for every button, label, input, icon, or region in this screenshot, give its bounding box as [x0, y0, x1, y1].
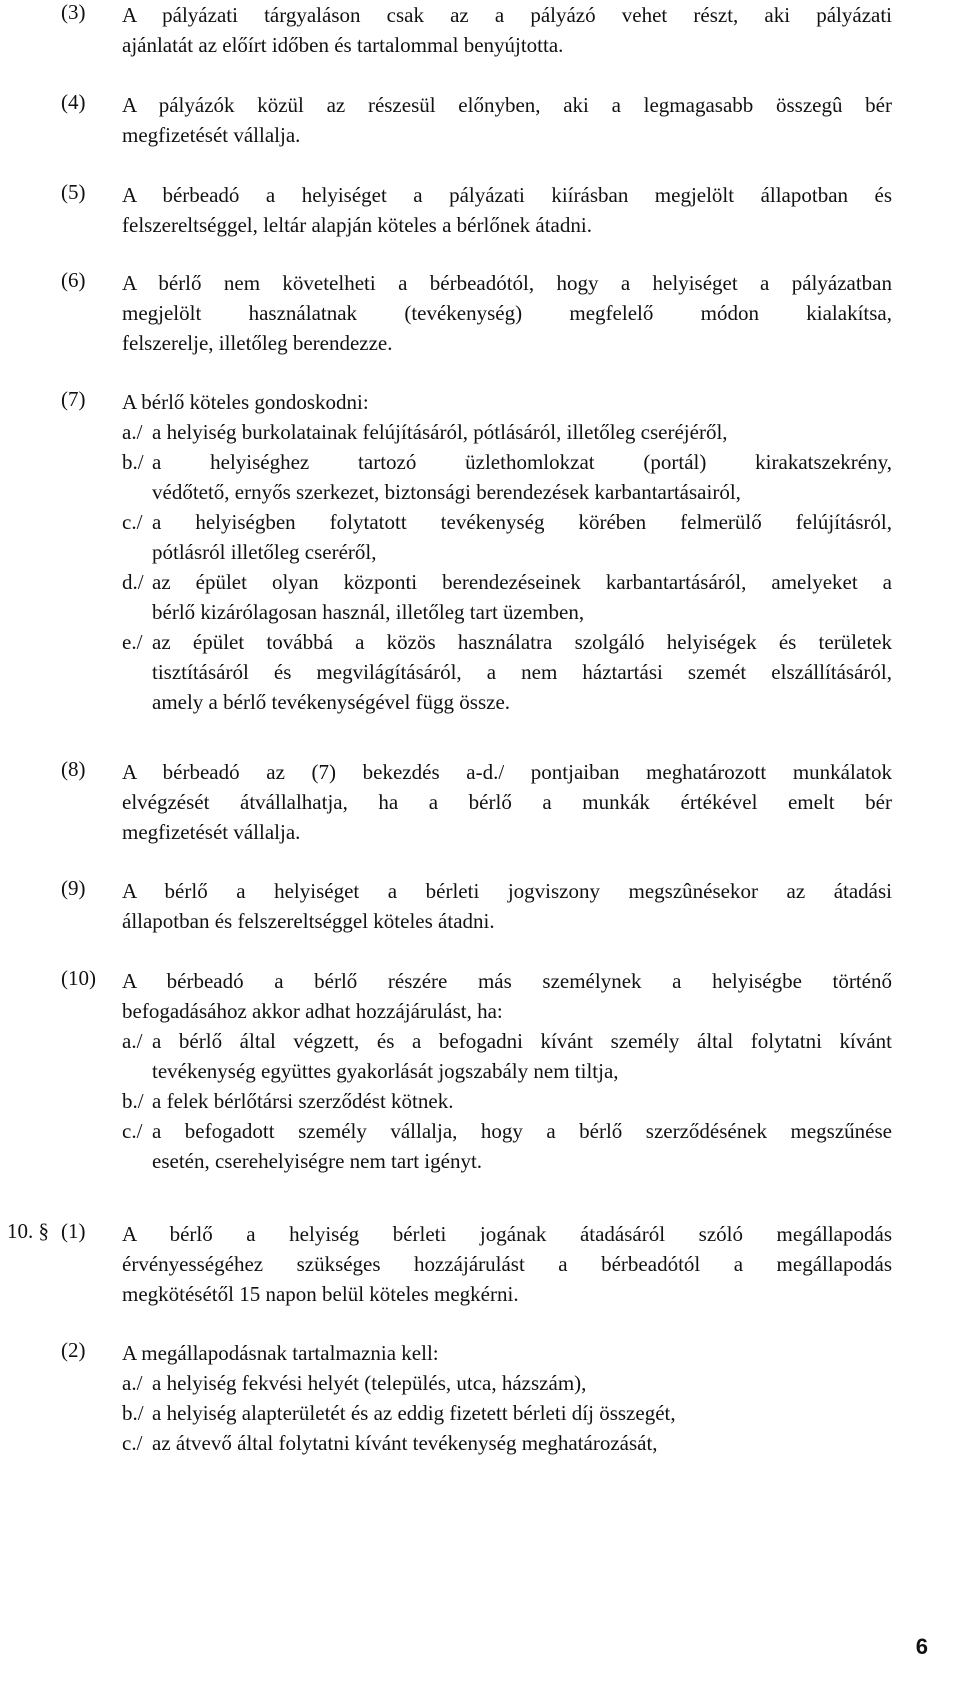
text-line: A bérlő a helyiséget a bérleti jogviszony megszûnésekor az átadási [122, 879, 892, 903]
text-line: A bérbeadó a helyiséget a pályázati kiírásban megjelölt állapotban és [122, 183, 892, 207]
paragraph-number: (5) [61, 180, 86, 204]
text-line: felszerelje, illetőleg berendezze. [122, 331, 393, 355]
text-line: a helyiségben folytatott tevékenység körében felmerülő felújításról, [152, 510, 892, 534]
text-line: a befogadott személy vállalja, hogy a bérlő szerződésének megszűnése [152, 1119, 892, 1143]
text-line: A bérlő nem követelheti a bérbeadótól, hogy a helyiséget a pályázatban [122, 271, 892, 295]
text-line: megjelölt használatnak (tevékenység) megfelelő módon kialakítsa, [122, 301, 892, 325]
paragraph-text [122, 180, 892, 240]
section-symbol: § [38, 1219, 49, 1243]
text-line: a helyiség fekvési helyét (település, utca, házszám), [152, 1371, 587, 1395]
paragraph-intro: A megállapodásnak tartalmaznia kell: [122, 1341, 439, 1365]
paragraph-text [122, 90, 892, 150]
list-item [122, 1086, 892, 1116]
list-item [122, 507, 892, 567]
list-item-label: b./ [122, 450, 144, 474]
list-item-label: a./ [122, 420, 143, 444]
list-item-label: c./ [122, 1119, 143, 1143]
list-item-label: b./ [122, 1401, 144, 1425]
text-line: az épület továbbá a közös használatra szolgáló helyiségek és területek [152, 630, 892, 654]
paragraph-number: (8) [61, 757, 86, 781]
text-line: esetén, cserehelyiségre nem tart igényt. [152, 1149, 483, 1173]
paragraph-number: (3) [61, 0, 86, 24]
text-line: amely a bérlő tevékenységével függ össze. [152, 690, 511, 714]
text-line: A pályázók közül az részesül előnyben, aki a legmagasabb összegû bér [122, 93, 892, 117]
list-item [122, 417, 892, 447]
list-item [122, 567, 892, 627]
list-item [122, 447, 892, 507]
text-line: megfizetését vállalja. [122, 820, 301, 844]
paragraph-text [122, 0, 892, 60]
paragraph-text [122, 966, 892, 1176]
list-item [122, 1368, 892, 1398]
text-line: a helyiség alapterületét és az eddig fizetett bérleti díj összegét, [152, 1401, 676, 1425]
list-item-label: c./ [122, 510, 143, 534]
paragraph-text [122, 757, 892, 847]
text-line: az épület olyan központi berendezéseinek karbantartásáról, amelyeket a [152, 570, 892, 594]
list-item-label: a./ [122, 1371, 143, 1395]
list-item-label: b./ [122, 1089, 144, 1113]
list-item [122, 1428, 892, 1458]
text-line: A bérbeadó a bérlő részére más személynek a helyiségbe történő [122, 969, 892, 993]
list-item-label: e./ [122, 630, 143, 654]
text-line: a bérlő által végzett, és a befogadni kívánt személy által folytatni kívánt [152, 1029, 892, 1053]
paragraph-intro: A bérlő köteles gondoskodni: [122, 390, 369, 414]
text-line: A bérbeadó az (7) bekezdés a-d./ pontjaiban meghatározott munkálatok [122, 760, 892, 784]
text-line: megfizetését vállalja. [122, 123, 301, 147]
text-line: az átvevő által folytatni kívánt tevékenység meghatározását, [152, 1431, 658, 1455]
paragraph-number: (4) [61, 90, 86, 114]
list-item [122, 1026, 892, 1086]
text-line: befogadásához akkor adhat hozzájárulást, ha: [122, 999, 503, 1023]
list-item-label: d./ [122, 570, 144, 594]
text-line: tisztításáról és megvilágításáról, a nem háztartási szemét elszállításáról, [152, 660, 892, 684]
text-line: a felek bérlőtársi szerződést kötnek. [152, 1089, 454, 1113]
text-line: ajánlatát az előírt időben és tartalommal benyújtotta. [122, 33, 564, 57]
paragraph-number: (1) [61, 1219, 86, 1243]
page-number: 6 [915, 1634, 928, 1659]
paragraph-number: (9) [61, 876, 86, 900]
text-line: a helyiséghez tartozó üzlethomlokzat (portál) kirakatszekrény, [152, 450, 892, 474]
text-line: a helyiség burkolatainak felújításáról, pótlásáról, illetőleg cseréjéről, [152, 420, 728, 444]
text-line: A pályázati tárgyaláson csak az a pályázó vehet részt, aki pályázati [122, 3, 892, 27]
paragraph-number: (10) [61, 966, 96, 990]
paragraph-number: (7) [61, 387, 86, 411]
paragraph-text [122, 1338, 892, 1458]
paragraph-number: (2) [61, 1338, 86, 1362]
list-item-label: a./ [122, 1029, 143, 1053]
paragraph-text [122, 268, 892, 358]
paragraph-text [122, 876, 892, 936]
list-item [122, 627, 892, 717]
list-item [122, 1116, 892, 1176]
section-number: 10. § [7, 1219, 49, 1243]
text-line: A bérlő a helyiség bérleti jogának átadásáról szóló megállapodás [122, 1222, 892, 1246]
paragraph-number: (6) [61, 268, 86, 292]
text-line: pótlásról illetőleg cseréről, [152, 540, 377, 564]
text-line: tevékenység együttes gyakorlását jogszabály nem tiltja, [152, 1059, 619, 1083]
text-line: megkötésétől 15 napon belül köteles megkérni. [122, 1282, 519, 1306]
text-line: érvényességéhez szükséges hozzájárulást a bérbeadótól a megállapodás [122, 1252, 892, 1276]
list-item [122, 1398, 892, 1428]
text-line: állapotban és felszereltséggel köteles átadni. [122, 909, 495, 933]
paragraph-text [122, 387, 892, 717]
paragraph-text [122, 1219, 892, 1309]
text-line: elvégzését átvállalhatja, ha a bérlő a munkák értékével emelt bér [122, 790, 892, 814]
text-line: bérlő kizárólagosan használ, illetőleg tart üzemben, [152, 600, 585, 624]
text-line: felszereltséggel, leltár alapján köteles a bérlőnek átadni. [122, 213, 592, 237]
text-line: védőtető, ernyős szerkezet, biztonsági berendezések karbantartásairól, [152, 480, 741, 504]
list-item-label: c./ [122, 1431, 143, 1455]
